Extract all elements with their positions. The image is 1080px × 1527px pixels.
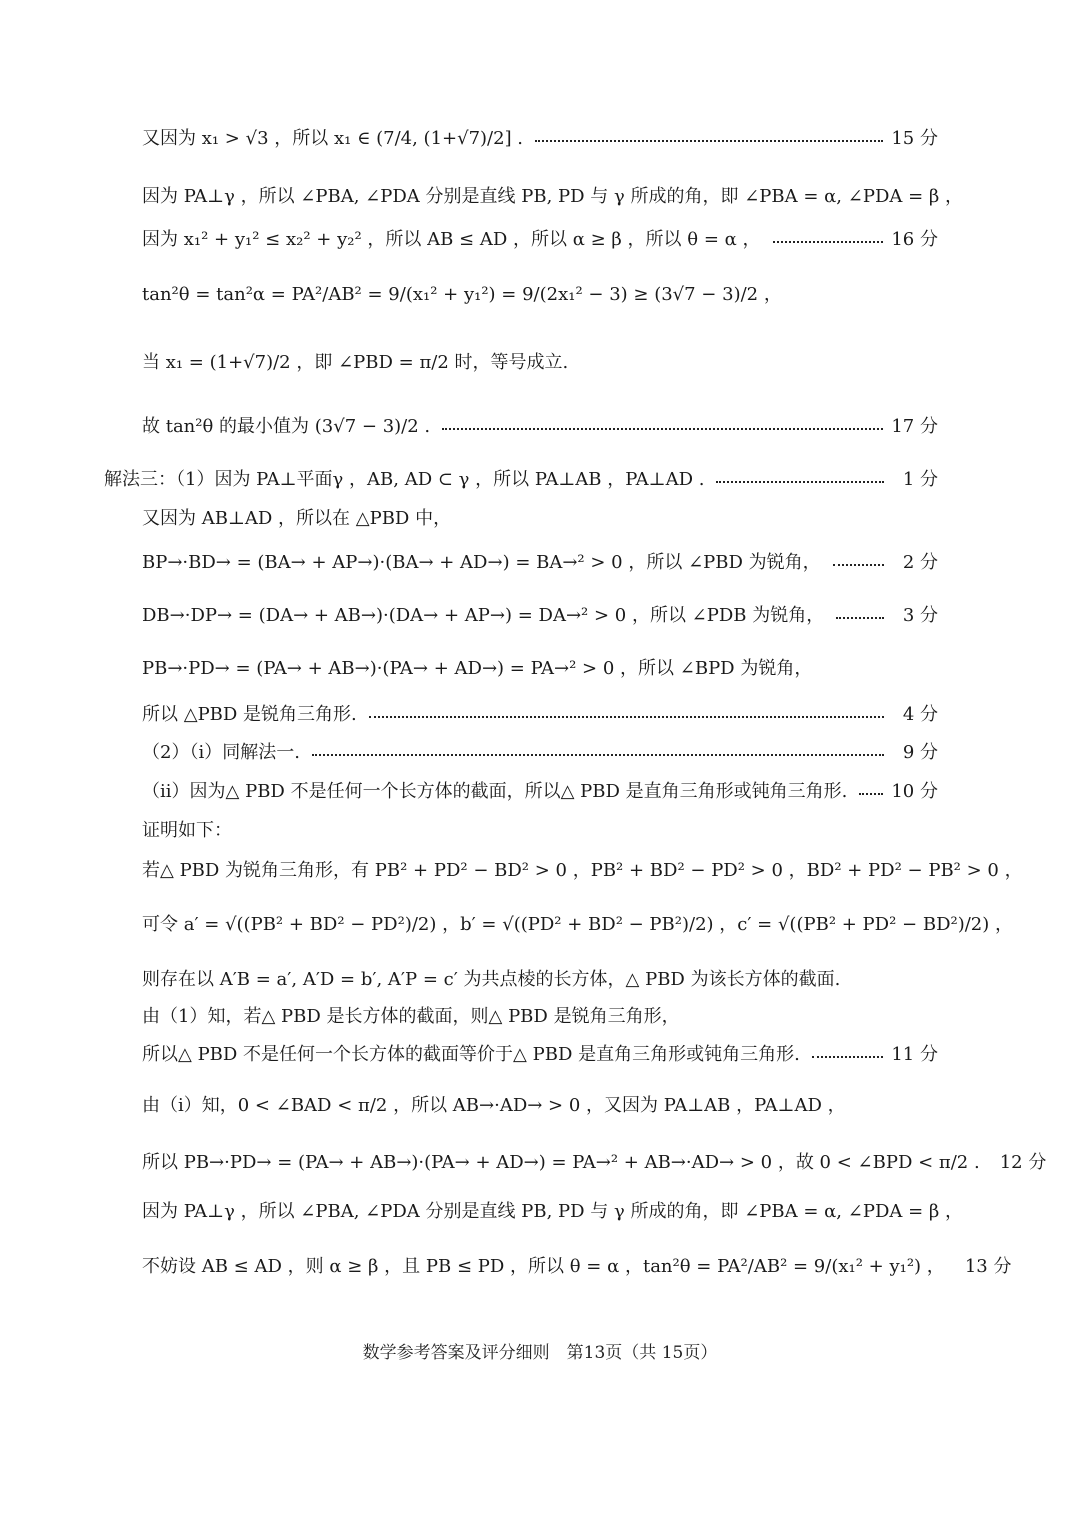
score-label: 13 分 [964,1256,1012,1277]
solution-line: DB→·DP→ = (DA→ + AB→)·(DA→ + AP→) = DA→² > 0 ，所以 ∠PDB 为锐角， 3 分 [142,599,938,629]
score-label: 4 分 [902,704,938,725]
solution-line: 当 x₁ = (1+√7)/2 ，即 ∠PBD = π/2 时，等号成立. [142,352,569,373]
score-label: 9 分 [902,742,938,763]
leader-dots [812,1056,884,1058]
solution-line: 所以 △PBD 是锐角三角形. 4 分 [142,698,938,728]
leader-dots [369,716,884,718]
solution-line: 故 tan²θ 的最小值为 (3√7 − 3)/2 . 17 分 [142,410,938,440]
score-label: 11 分 [891,1044,938,1065]
solution-line: 又因为 AB⊥AD ，所以在 △PBD 中， [142,508,452,529]
solution-line: （ii）因为△ PBD 不是任何一个长方体的截面，所以△ PBD 是直角三角形或钝角三角形. 10 分 [142,775,938,805]
solution-line: 所以△ PBD 不是任何一个长方体的截面等价于△ PBD 是直角三角形或钝角三角形. 11 分 [142,1038,938,1068]
score-label: 16 分 [891,229,938,250]
score-label: 15 分 [891,128,938,149]
leader-dots [442,428,883,430]
solution-line: 因为 PA⊥γ ，所以 ∠PBA, ∠PDA 分别是直线 PB, PD 与 γ 所成的角，即 ∠PBA = α, ∠PDA = β ， [142,1201,964,1222]
solution-line: BP→·BD→ = (BA→ + AP→)·(BA→ + AD→) = BA→² > 0 ，所以 ∠PBD 为锐角， 2 分 [142,546,938,576]
page-footer: 数学参考答案及评分细则 第13页（共 15页） [362,1343,718,1363]
solution-line: 由（i）知，0 < ∠BAD < π/2 ，所以 AB→·AD→ > 0 ，又因为 PA⊥AB ，PA⊥AD ， [142,1095,846,1116]
score-label: 10 分 [891,781,938,802]
solution-line: 则存在以 A′B = a′, A′D = b′, A′P = c′ 为共点棱的长方体，△ PBD 为该长方体的截面. [142,969,841,990]
solution-line: 证明如下： [142,820,232,841]
leader-dots [773,241,884,243]
leader-dots [535,140,883,142]
solution-line: 可令 a′ = √((PB² + BD² − PD²)/2) ，b′ = √((PD² + BD² − PB²)/2) ，c′ = √((PB² + PD² − BD²)/2) ， [142,914,1014,935]
solution-line: 不妨设 AB ≤ AD ，则 α ≥ β ，且 PB ≤ PD ，所以 θ = α ，tan²θ = PA²/AB² = 9/(x₁² + y₁²) ， 13 分 [142,1250,938,1280]
solution-line: 又因为 x₁ > √3 ，所以 x₁ ∈ (7/4, (1+√7)/2] . 15 分 [142,122,938,152]
leader-dots [833,564,884,566]
solution-line: PB→·PD→ = (PA→ + AB→)·(PA→ + AD→) = PA→² > 0 ，所以 ∠BPD 为锐角， [142,658,813,679]
solution-line: tan²θ = tan²α = PA²/AB² = 9/(x₁² + y₁²) = 9/(2x₁² − 3) ≥ (3√7 − 3)/2 ， [142,284,782,305]
solution-line: 若△ PBD 为锐角三角形，有 PB² + PD² − BD² > 0 ，PB² + BD² − PD² > 0 ，BD² + PD² − PB² > 0 ， [142,860,1023,881]
leader-dots [312,754,884,756]
solution-line: 由（1）知，若△ PBD 是长方体的截面，则△ PBD 是锐角三角形， [142,1006,680,1027]
solution-line: （2）（i）同解法一. 9 分 [142,736,938,766]
score-label: 17 分 [891,416,938,437]
solution-line: 因为 PA⊥γ ，所以 ∠PBA, ∠PDA 分别是直线 PB, PD 与 γ 所成的角，即 ∠PBA = α, ∠PDA = β ， [142,186,964,207]
solution-line: 所以 PB→·PD→ = (PA→ + AB→)·(PA→ + AD→) = PA→² + AB→·AD→ > 0 ，故 0 < ∠BPD < π/2 . 12 分 [142,1146,938,1176]
score-label: 2 分 [902,552,938,573]
score-label: 12 分 [999,1152,1047,1173]
score-label: 3 分 [902,605,938,626]
score-label: 1 分 [902,469,938,490]
leader-dots [716,481,884,483]
solution-line: 因为 x₁² + y₁² ≤ x₂² + y₂² ，所以 AB ≤ AD ，所以 α ≥ β ，所以 θ = α ， 16 分 [142,223,938,253]
leader-dots [836,617,884,619]
leader-dots [859,793,883,795]
solution-line: 解法三：（1）因为 PA⊥平面γ ，AB, AD ⊂ γ ，所以 PA⊥AB ，PA⊥AD . 1 分 [104,463,938,493]
